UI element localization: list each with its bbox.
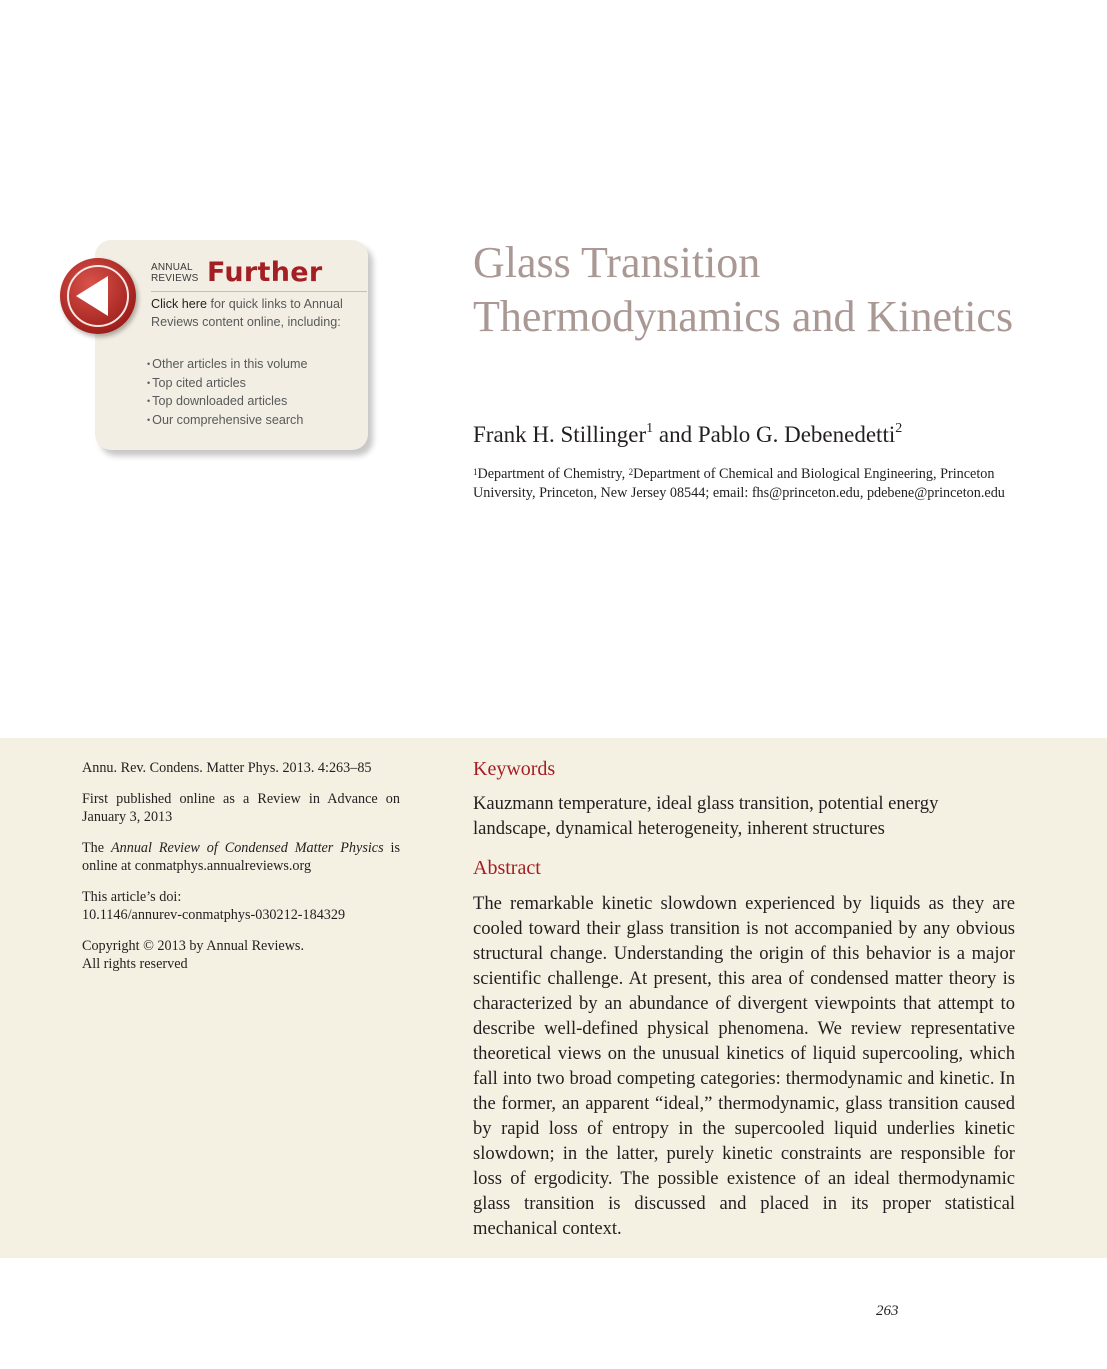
doi-block: This article’s doi: 10.1146/annurev-conmatphys-030212-184329 (82, 888, 346, 923)
page-number: 263 (876, 1303, 899, 1319)
keywords-heading: Keywords (473, 758, 556, 780)
citation: Annu. Rev. Condens. Matter Phys. 2013. 4:263–85 (82, 760, 372, 776)
authors: Frank H. Stillinger$^1$ and Pablo G. Debenedetti$^2$ (473, 421, 903, 447)
back-arrow-icon[interactable] (60, 258, 136, 334)
link-comprehensive-search[interactable]: • Our comprehensive search (147, 412, 308, 431)
keywords-text: Kauzmann temperature, ideal glass transition, potential energy landscape, dynamical heterogeneity, inherent structures (473, 793, 939, 839)
affiliations: $^1$Department of Chemistry, $^2$Department of Chemical and Biological Engineering, Princeton University, Princeton, New Jersey 08544; email: fhs@princeton.edu, pdebene@princeton.edu (473, 466, 1005, 501)
click-here-link[interactable]: Click here (151, 297, 207, 311)
link-top-downloaded[interactable]: • Top downloaded articles (147, 393, 308, 412)
abstract-heading: Abstract (473, 857, 541, 879)
doi-link[interactable]: 10.1146/annurev-conmatphys-030212-184329 (82, 907, 346, 923)
further-logo-text: Further (207, 257, 323, 288)
link-top-cited[interactable]: • Top cited articles (147, 375, 308, 394)
copyright: Copyright © 2013 by Annual Reviews. All rights reserved (82, 937, 305, 972)
link-other-articles[interactable]: • Other articles in this volume (147, 356, 308, 375)
further-intro: Click here for quick links to Annual Reviews content online, including: (151, 297, 343, 329)
abstract-text: The remarkable kinetic slowdown experienced by liquids as they are cooled toward their glass transition is not accompanied by any obvious structural change. Understanding the origin of this behavior is a major scientific challenge. At present, this area of condensed matter theory is characterized by an abundance of divergent viewpoints that attempt to describe well-defined physical phenomena. We review representative theoretical views on the unusual kinetics of liquid supercooling, which fall into two broad competing categories: thermodynamic and kinetic. In the former, an apparent “ideal,” thermodynamic, glass transition caused by rapid loss of entropy in the supercooled liquid underlies kinetic slowdown; in the latter, purely kinetic constraints are responsible for loss of ergodicity. The possible existence of an ideal thermodynamic glass transition is discussed and placed in its proper statistical mechanical context. (473, 893, 1015, 1239)
annual-reviews-logo: ANNUAL REVIEWS (151, 262, 199, 284)
first-published: First published online as a Review in Advance on January 3, 2013 (82, 790, 400, 825)
sidebar-metadata (82, 759, 400, 986)
further-links-list (147, 356, 308, 430)
divider (151, 291, 367, 292)
journal-online: The Annual Review of Condensed Matter Physics is online at conmatphys.annualreviews.org (82, 839, 400, 874)
article-title: Glass Transition Thermodynamics and Kinetics (473, 238, 1014, 341)
